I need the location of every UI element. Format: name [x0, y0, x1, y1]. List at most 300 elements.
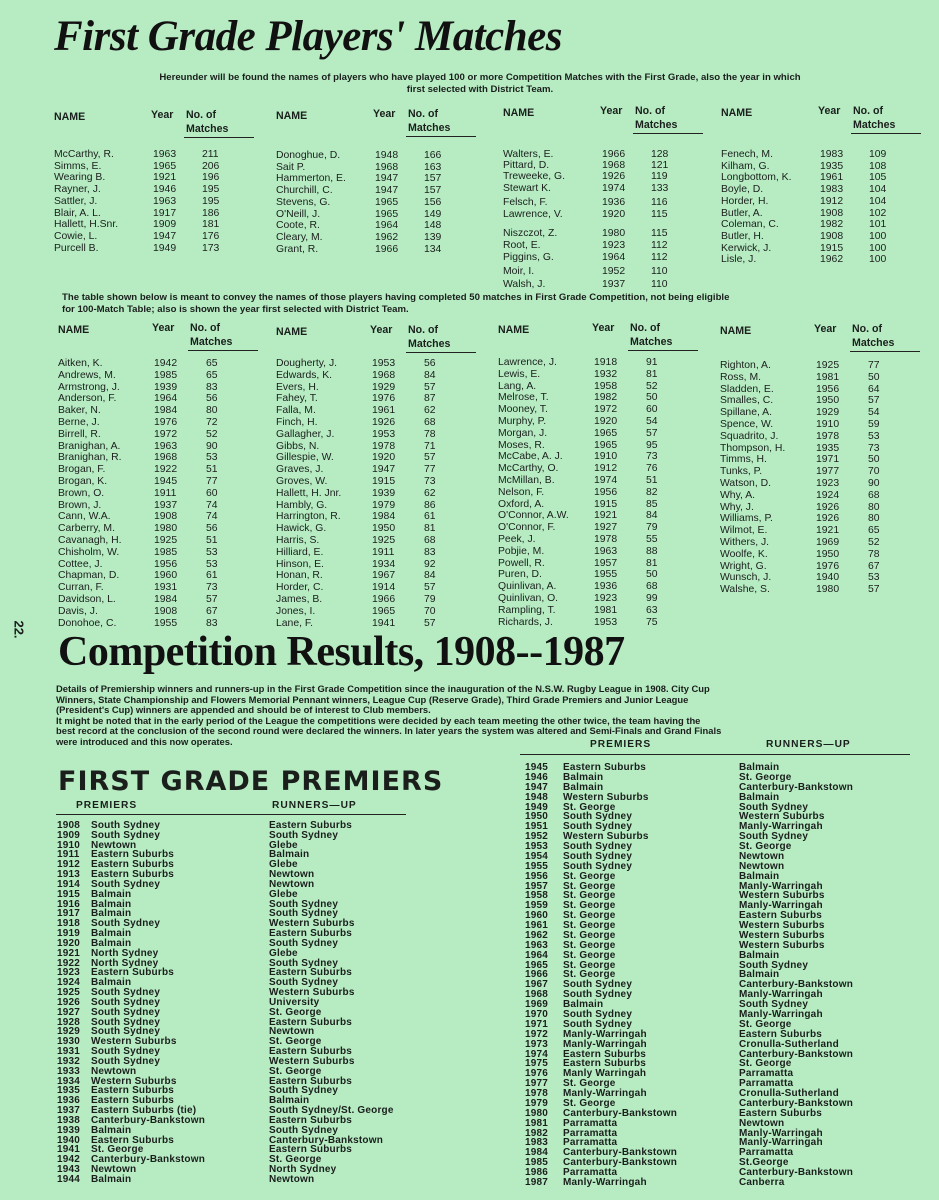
player-row	[721, 220, 921, 231]
player-name: McMillan, B.	[498, 475, 555, 486]
result-year: 1915	[57, 888, 81, 900]
player-row	[58, 489, 258, 500]
result-runner-up: Eastern Suburbs	[269, 1016, 353, 1028]
player-year: 1978	[594, 534, 618, 545]
result-runner-up: Eastern Suburbs	[739, 910, 823, 922]
result-year: 1925	[57, 987, 81, 999]
player-row	[503, 210, 703, 221]
player-year: 1953	[594, 616, 618, 628]
player-matches: 65	[206, 369, 218, 381]
player-name: Groves, W.	[276, 476, 328, 487]
result-runner-up: Glebe	[269, 839, 298, 851]
player-matches: 56	[424, 358, 436, 369]
player-matches: 81	[646, 557, 658, 569]
player-matches: 64	[868, 383, 880, 395]
player-row	[720, 562, 920, 573]
result-runner-up: Eastern Suburbs	[739, 1107, 823, 1119]
result-premier: Parramatta	[563, 1137, 618, 1149]
player-year: 1922	[154, 464, 178, 476]
result-premier: St. George	[563, 900, 616, 912]
result-year: 1959	[525, 900, 549, 912]
player-matches: 115	[651, 228, 668, 239]
player-matches: 80	[868, 513, 880, 525]
result-premier: Manly-Warringah	[563, 1088, 647, 1100]
result-year: 1973	[525, 1038, 549, 1050]
result-premier: South Sydney	[91, 918, 161, 930]
player-matches: 157	[424, 173, 442, 185]
player-year: 1940	[816, 572, 840, 584]
player-year: 1971	[816, 454, 840, 466]
result-premier: St. George	[563, 949, 616, 961]
player-row	[58, 406, 258, 417]
player-year: 1980	[816, 584, 840, 596]
player-row	[720, 550, 920, 561]
result-premier: Eastern Suburbs	[91, 1134, 175, 1146]
result-runner-up: Western Suburbs	[739, 890, 825, 902]
player-name: Evers, H.	[276, 381, 319, 393]
player-name: Walters, E.	[503, 149, 554, 160]
player-matches: 67	[868, 560, 880, 572]
result-year: 1913	[57, 869, 81, 881]
result-year: 1937	[57, 1105, 81, 1117]
intro-line: Hereunder will be found the names of players who have played 100 or more Competition Matches with the First Grade, also the year in which	[159, 72, 801, 83]
player-name: Butler, A.	[721, 207, 763, 219]
player-name: Rayner, J.	[54, 184, 101, 196]
result-year: 1981	[525, 1117, 549, 1129]
player-year: 1941	[372, 617, 396, 629]
player-matches: 60	[206, 487, 218, 499]
result-premier: Eastern Suburbs	[91, 849, 175, 861]
player-year: 1952	[602, 266, 626, 277]
player-name: James, B.	[276, 594, 323, 605]
result-premier: Balmain	[91, 908, 132, 920]
result-year: 1985	[525, 1157, 549, 1169]
result-premier: St. George	[563, 939, 616, 951]
player-row	[58, 571, 258, 582]
player-year: 1963	[153, 149, 177, 160]
player-row	[720, 467, 920, 478]
player-year: 1927	[594, 522, 618, 534]
result-year: 1977	[525, 1078, 549, 1090]
player-name: Niszczot, Z.	[503, 228, 558, 239]
intro-line: The table shown below is meant to convey the names of those players having completed 50 matches in First Grade Competition, not being eligible	[62, 292, 730, 303]
result-year: 1930	[57, 1036, 81, 1048]
player-year: 1911	[154, 487, 177, 499]
result-year: 1980	[525, 1107, 549, 1119]
player-row	[720, 585, 920, 596]
player-year: 1934	[372, 558, 396, 570]
player-year: 1984	[372, 511, 396, 523]
player-year: 1956	[154, 558, 178, 570]
player-name: Simms, E.	[54, 160, 102, 172]
result-premier: St. George	[563, 870, 616, 882]
player-matches: 119	[651, 171, 668, 182]
player-matches: 102	[869, 207, 887, 219]
result-year: 1975	[525, 1058, 549, 1070]
player-year: 1976	[372, 393, 396, 405]
result-runner-up: Eastern Suburbs	[269, 1075, 353, 1087]
result-premier: Canterbury-Bankstown	[563, 1107, 678, 1119]
player-year: 1956	[816, 383, 840, 395]
column-header-no-of: No. of	[408, 324, 439, 336]
runners-up-label-right: RUNNERS—UP	[766, 739, 851, 750]
player-name: Richards, J.	[498, 616, 553, 628]
player-row	[58, 442, 258, 453]
player-row	[276, 233, 476, 244]
player-row	[720, 420, 920, 431]
result-year: 1968	[525, 989, 549, 1001]
result-year: 1946	[525, 771, 549, 783]
result-premier: Balmain	[563, 999, 604, 1011]
player-year: 1925	[816, 360, 840, 371]
player-matches: 68	[424, 417, 436, 428]
player-year: 1935	[816, 442, 840, 454]
player-row	[720, 526, 920, 537]
result-premier: South Sydney	[563, 841, 633, 853]
player-name: Curran, F.	[58, 582, 104, 594]
result-year: 1922	[57, 957, 81, 969]
player-matches: 196	[202, 172, 220, 184]
player-row	[498, 500, 698, 511]
player-name: Felsch, F.	[503, 197, 548, 208]
player-matches: 83	[424, 546, 436, 558]
player-matches: 57	[868, 584, 880, 596]
result-premier: Balmain	[91, 1124, 132, 1136]
player-name: Why, A.	[720, 489, 756, 501]
player-name: Sait P.	[276, 161, 306, 173]
player-year: 1965	[375, 196, 399, 208]
player-year: 1908	[820, 230, 844, 242]
player-matches: 90	[868, 478, 880, 489]
result-premier: St. George	[563, 910, 616, 922]
result-premier: St. George	[563, 1097, 616, 1109]
result-runner-up: Western Suburbs	[739, 920, 825, 932]
player-row	[276, 571, 476, 582]
player-matches: 128	[651, 149, 669, 160]
player-name: Murphy, P.	[498, 416, 547, 427]
player-year: 1962	[375, 231, 399, 243]
column-header-name: NAME	[721, 107, 753, 119]
player-row	[721, 162, 921, 173]
player-name: Thompson, H.	[720, 442, 786, 454]
player-name: Cann, W.A.	[58, 511, 111, 523]
player-name: Armstrong, J.	[58, 381, 120, 393]
result-year: 1920	[57, 937, 81, 949]
player-name: Chapman, D.	[58, 570, 120, 582]
player-matches: 195	[202, 184, 220, 196]
player-matches: 186	[202, 207, 220, 219]
player-name: Blair, A. L.	[54, 207, 101, 219]
player-name: Spillane, A.	[720, 407, 772, 419]
player-row	[276, 501, 476, 512]
player-matches: 51	[206, 535, 218, 546]
player-name: Timms, H.	[720, 454, 767, 466]
result-runner-up: Canterbury-Bankstown	[739, 1167, 854, 1179]
result-runner-up: Eastern Suburbs	[269, 820, 353, 831]
player-year: 1985	[154, 546, 178, 558]
player-year: 1937	[602, 279, 626, 290]
player-row	[503, 253, 703, 264]
player-matches: 74	[206, 499, 218, 511]
column-header-year: Year	[152, 322, 175, 334]
player-row	[276, 406, 476, 417]
player-matches: 90	[206, 440, 218, 452]
player-row	[720, 573, 920, 584]
player-row	[498, 594, 698, 605]
player-name: McCarthy, O.	[498, 463, 559, 475]
player-name: Grant, R.	[276, 243, 319, 255]
player-year: 1915	[820, 242, 844, 254]
result-runner-up: Eastern Suburbs	[269, 1144, 353, 1156]
player-year: 1912	[594, 463, 618, 475]
premiers-label-right: PREMIERS	[590, 739, 652, 750]
column-header-year: Year	[814, 323, 837, 335]
result-year: 1957	[525, 880, 549, 892]
result-premier: St. George	[563, 1078, 616, 1090]
player-matches: 62	[424, 487, 436, 499]
player-year: 1950	[816, 395, 840, 407]
result-runner-up: Glebe	[269, 947, 298, 959]
player-matches: 52	[206, 428, 218, 440]
player-year: 1920	[372, 452, 396, 464]
player-year: 1974	[594, 475, 618, 486]
player-row	[498, 559, 698, 570]
player-year: 1942	[154, 358, 178, 369]
section-title: Competition Results, 1908--1987	[58, 629, 625, 675]
player-name: Quinlivan, A.	[498, 581, 557, 593]
result-runner-up: Parramatta	[739, 1068, 794, 1080]
player-row	[498, 606, 698, 617]
intro-line: (President's Cup) winners are appended and should be of interest to Club members.	[56, 704, 431, 715]
intro-50-matches	[62, 292, 932, 316]
player-matches: 176	[202, 230, 220, 242]
player-matches: 163	[424, 161, 442, 173]
column-header-name: NAME	[54, 111, 86, 123]
player-row	[498, 582, 698, 593]
player-name: Williams, P.	[720, 513, 773, 525]
player-name: Aitken, K.	[58, 358, 103, 369]
player-name: Peek, J.	[498, 534, 536, 545]
result-year: 1918	[57, 918, 81, 930]
result-premier: South Sydney	[91, 996, 161, 1008]
player-name: Lawrence, V.	[503, 209, 563, 220]
player-name: McCarthy, R.	[54, 149, 114, 160]
player-year: 1921	[594, 510, 618, 522]
player-name: Wright, G.	[720, 560, 767, 572]
player-row	[58, 465, 258, 476]
player-year: 1926	[816, 513, 840, 525]
result-runner-up: Manly-Warringah	[739, 900, 823, 912]
player-row	[720, 385, 920, 396]
result-runner-up: Newtown	[739, 850, 785, 862]
player-row	[58, 418, 258, 429]
result-premier: Newtown	[91, 1065, 137, 1077]
player-row	[54, 185, 254, 196]
player-year: 1965	[153, 160, 177, 172]
result-premier: Manly-Warringah	[563, 1028, 647, 1040]
player-year: 1908	[820, 207, 844, 219]
result-runner-up: Balmain	[739, 870, 780, 882]
player-name: Hilliard, E.	[276, 546, 324, 558]
player-year: 1937	[154, 499, 178, 511]
player-matches: 115	[651, 209, 668, 220]
result-premier: Balmain	[91, 977, 132, 989]
player-year: 1908	[154, 605, 178, 617]
result-year: 1936	[57, 1095, 81, 1107]
player-row	[276, 151, 476, 162]
player-row	[498, 441, 698, 452]
column-header-year: Year	[818, 105, 841, 117]
result-premier: South Sydney	[91, 820, 161, 831]
player-row	[720, 538, 920, 549]
result-runner-up: St. George	[269, 1065, 322, 1077]
player-name: Davidson, L.	[58, 594, 116, 605]
result-runner-up: Eastern Suburbs	[269, 928, 353, 940]
player-year: 1974	[602, 183, 626, 194]
column-header-year: Year	[600, 105, 623, 117]
player-year: 1966	[602, 149, 626, 160]
result-runner-up: Manly-Warringah	[739, 1009, 823, 1020]
player-row	[58, 512, 258, 523]
result-runner-up: North Sydney	[269, 1164, 337, 1176]
player-name: Gallagher, J.	[276, 428, 335, 440]
player-row	[276, 198, 476, 209]
result-runner-up: Manly-Warringah	[739, 880, 823, 892]
result-premier: South Sydney	[91, 1026, 161, 1038]
player-name: Falla, M.	[276, 405, 316, 417]
player-year: 1908	[154, 511, 178, 523]
player-name: Jones, I.	[276, 605, 316, 617]
player-year: 1956	[594, 486, 618, 498]
player-row	[276, 512, 476, 523]
player-matches: 84	[646, 510, 658, 522]
player-year: 1931	[154, 582, 178, 594]
player-year: 1926	[816, 501, 840, 513]
result-premier: Newtown	[91, 1164, 137, 1176]
player-row	[58, 524, 258, 535]
player-row	[721, 197, 921, 208]
result-year: 1931	[57, 1046, 81, 1058]
result-runner-up: Western Suburbs	[269, 1055, 355, 1067]
player-row	[276, 174, 476, 185]
result-year: 1971	[525, 1018, 549, 1030]
player-matches: 70	[868, 466, 880, 478]
intro-line: best record at the conclusion of the second round were declared the winners. In later years the system was altered and Semi-Finals and Grand Finals	[56, 725, 722, 736]
result-year: 1934	[57, 1075, 81, 1087]
result-runner-up: Eastern Suburbs	[269, 1046, 353, 1058]
player-matches: 110	[651, 279, 668, 290]
player-row	[498, 570, 698, 581]
player-name: Lang, A.	[498, 380, 537, 392]
player-matches: 70	[424, 605, 436, 617]
player-row	[720, 432, 920, 443]
result-runner-up: Canterbury-Bankstown	[739, 1097, 854, 1109]
result-runner-up: Canterbury-Bankstown	[739, 979, 854, 991]
player-year: 1965	[594, 439, 618, 451]
column-header-no-of: No. of	[190, 322, 221, 334]
result-year: 1978	[525, 1088, 549, 1100]
player-year: 1964	[154, 393, 178, 405]
result-runner-up: Newtown	[269, 1173, 315, 1185]
player-row	[503, 229, 703, 240]
player-name: Kerwick, J.	[721, 242, 772, 254]
player-name: Quinlivan, O.	[498, 593, 559, 604]
player-matches: 61	[424, 511, 436, 523]
result-premier: Balmain	[563, 781, 604, 793]
player-row	[276, 394, 476, 405]
player-name: O'Neill, J.	[276, 208, 321, 220]
player-year: 1977	[816, 466, 840, 478]
player-year: 1978	[816, 430, 840, 442]
player-row	[58, 548, 258, 559]
intro-line: Winners, State Championship and Flowers Memorial Pennant winners, League Cup (Reserve Grade), Third Grade Premiers and Junior League	[56, 693, 689, 705]
result-year: 1932	[57, 1055, 81, 1067]
player-matches: 81	[424, 523, 436, 535]
player-name: Graves, J.	[276, 464, 324, 476]
result-year: 1940	[57, 1134, 81, 1146]
player-row	[498, 511, 698, 522]
result-year: 1921	[57, 947, 81, 959]
result-premier: Balmain	[91, 1173, 132, 1185]
player-row	[498, 429, 698, 440]
player-name: Branighan, R.	[58, 452, 122, 464]
player-row	[720, 479, 920, 490]
result-runner-up: Balmain	[739, 949, 780, 961]
result-runner-up: Western Suburbs	[269, 918, 355, 930]
player-row	[54, 150, 254, 161]
result-runner-up: Balmain	[269, 849, 310, 861]
result-year: 1976	[525, 1068, 549, 1080]
result-premier: Eastern Suburbs (tie)	[91, 1105, 197, 1117]
column-header-no-of: No. of	[186, 109, 217, 121]
player-name: Morgan, J.	[498, 427, 548, 439]
player-row	[276, 477, 476, 488]
player-year: 1981	[594, 604, 618, 616]
header-underline	[628, 350, 698, 351]
player-name: Horder, H.	[721, 195, 769, 207]
player-matches: 68	[868, 489, 880, 501]
result-premier: South Sydney	[563, 1018, 633, 1030]
player-name: Lawrence, J.	[498, 357, 557, 368]
player-row	[58, 560, 258, 571]
player-matches: 78	[868, 548, 880, 560]
result-premier: South Sydney	[91, 829, 161, 841]
premiers-label-left: PREMIERS	[76, 800, 138, 811]
result-premier: Canterbury-Bankstown	[91, 1114, 206, 1126]
column-header-matches: Matches	[408, 338, 451, 350]
player-row	[498, 547, 698, 558]
player-matches: 68	[424, 535, 436, 546]
player-matches: 72	[206, 417, 218, 428]
player-matches: 54	[646, 416, 658, 427]
result-year: 1967	[525, 979, 549, 991]
player-row	[276, 607, 476, 618]
result-premier: Western Suburbs	[91, 1075, 177, 1087]
result-year: 1911	[57, 849, 80, 861]
player-row	[58, 583, 258, 594]
player-row	[276, 536, 476, 547]
player-name: Berne, J.	[58, 417, 100, 428]
player-matches: 52	[646, 380, 658, 392]
result-premier: South Sydney	[91, 1046, 161, 1058]
result-runner-up: Manly-Warringah	[739, 1137, 823, 1149]
player-row	[276, 595, 476, 606]
player-matches: 56	[206, 523, 218, 535]
player-year: 1972	[594, 404, 618, 416]
intro-line: for 100-Match Table; also is shown the year first selected with District Team.	[62, 304, 409, 315]
header-underline	[184, 137, 254, 138]
player-name: Coleman, C.	[721, 219, 779, 231]
